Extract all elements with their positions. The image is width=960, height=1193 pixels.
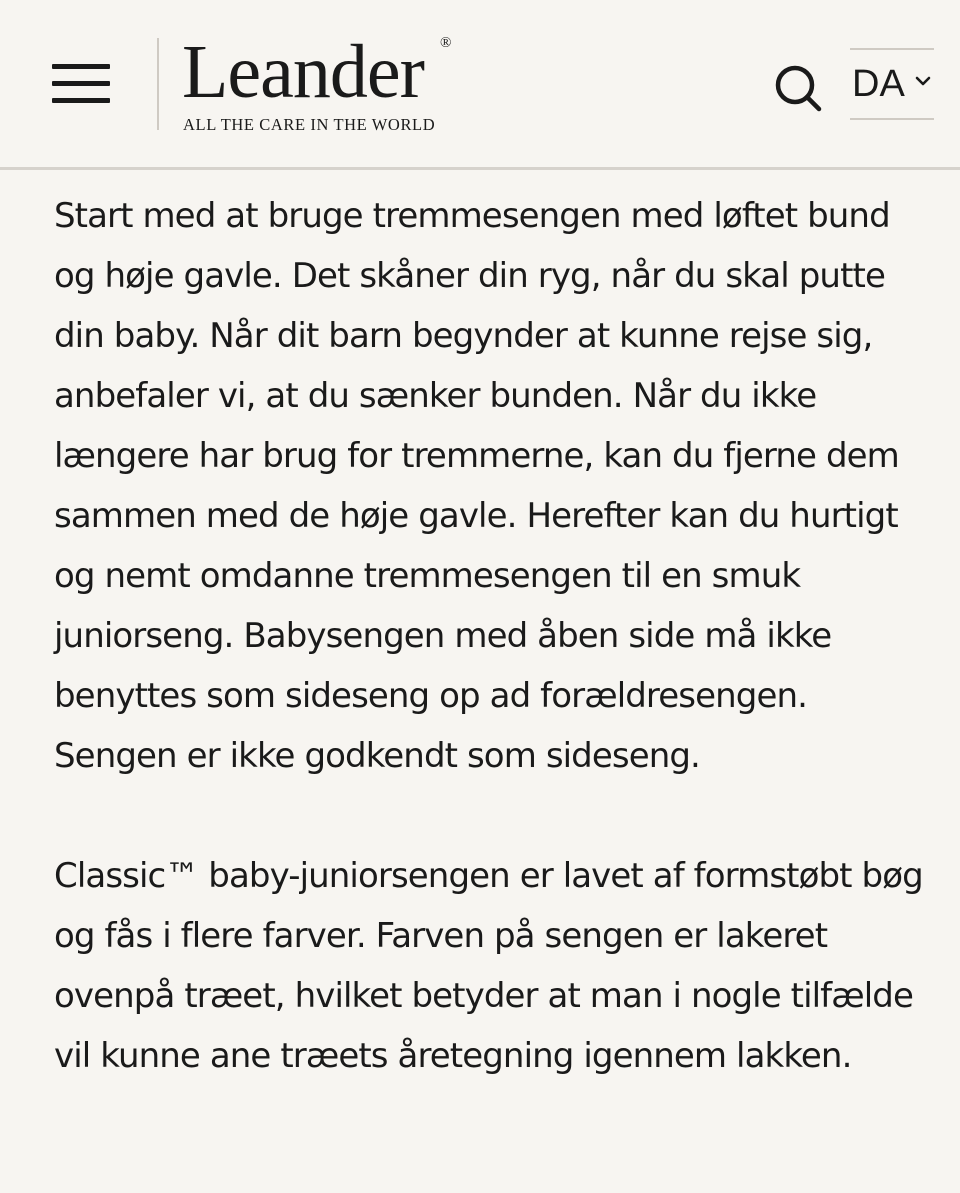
language-selector[interactable] bbox=[850, 48, 934, 120]
header-divider bbox=[157, 38, 159, 130]
registered-mark: ® bbox=[440, 35, 452, 51]
menu-icon-bar bbox=[52, 64, 110, 69]
paragraph: Start med at bruge tremmesengen med løftet bund og høje gavle. Det skåner din ryg, når du skal putte din baby. Når dit barn begynder at kunne rejse sig, anbefaler vi, at du sænker bunden. Når du ikke længere har brug for tremmerne, kan du fjerne dem sammen med de høje gavle. Herefter kan du hurtigt og nemt omdanne tremmesengen til en smuk juniorseng. Babysengen med åben side må ikke benyttes som sideseng op ad forældresengen. Sengen er ikke godkendt som sideseng. bbox=[54, 196, 899, 776]
chevron-down-icon bbox=[915, 75, 931, 87]
language-code: DA bbox=[852, 63, 905, 105]
article-content bbox=[54, 186, 924, 1086]
site-header bbox=[0, 0, 960, 170]
menu-icon-bar bbox=[52, 98, 110, 103]
logo[interactable] bbox=[182, 30, 472, 140]
logo-tagline: ALL THE CARE IN THE WORLD bbox=[183, 115, 436, 134]
search-button[interactable] bbox=[772, 62, 824, 114]
search-icon bbox=[772, 62, 824, 114]
menu-button[interactable] bbox=[52, 64, 112, 106]
paragraph: Classic™ baby-juniorsengen er lavet af formstøbt bøg og fås i flere farver. Farven på sengen er lakeret ovenpå træet, hvilket betyder at man i nogle tilfælde vil kunne ane træets åretegning igennem lakken. bbox=[54, 856, 923, 1076]
menu-icon-bar bbox=[52, 81, 110, 86]
logo-wordmark: Leander bbox=[182, 30, 424, 114]
